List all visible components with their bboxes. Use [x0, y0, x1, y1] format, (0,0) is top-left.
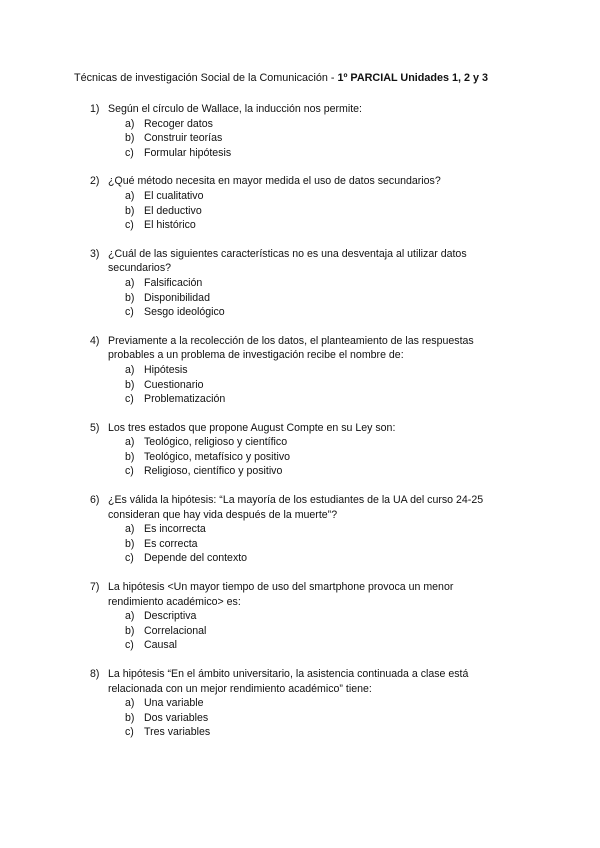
option-text: Problematización	[144, 393, 226, 406]
question-text: ¿Es válida la hipótesis: “La mayoría de los estudiantes de la UA del curso 24-25 consideran que hay vida después de la muerte”?	[108, 494, 484, 521]
option-text: Sesgo ideológico	[144, 306, 225, 319]
answer-option	[0, 609, 600, 624]
answer-options	[0, 276, 600, 320]
answer-option	[0, 363, 600, 378]
option-letter: c)	[125, 393, 134, 406]
answer-option	[0, 276, 600, 291]
answer-option	[0, 378, 600, 393]
option-letter: a)	[125, 523, 135, 536]
option-text: Hipótesis	[144, 363, 188, 376]
option-letter: c)	[125, 465, 134, 478]
option-letter: a)	[125, 276, 135, 289]
option-text: Falsificación	[144, 276, 203, 289]
option-text: Es incorrecta	[144, 523, 206, 536]
answer-option	[0, 146, 600, 161]
option-letter: c)	[125, 306, 134, 319]
answer-option	[0, 696, 600, 711]
answer-option	[0, 522, 600, 537]
question-item	[0, 421, 600, 479]
question-text: Los tres estados que propone August Compte en su Ley son:	[108, 421, 396, 434]
question-text: ¿Qué método necesita en mayor medida el uso de datos secundarios?	[108, 175, 441, 188]
option-text: Recoger datos	[144, 117, 213, 130]
answer-option	[0, 450, 600, 465]
answer-options	[0, 522, 600, 566]
answer-option	[0, 638, 600, 653]
option-letter: c)	[125, 552, 134, 565]
question-number: 2)	[90, 175, 100, 188]
answer-options	[0, 363, 600, 407]
option-letter: a)	[125, 117, 135, 130]
answer-option	[0, 551, 600, 566]
question-text: La hipótesis <Un mayor tiempo de uso del smartphone provoca un menor rendimiento académico> es:	[108, 581, 454, 608]
option-letter: b)	[125, 537, 135, 550]
option-text: Depende del contexto	[144, 552, 248, 565]
answer-option	[0, 131, 600, 146]
question-number: 6)	[90, 494, 100, 507]
answer-option	[0, 189, 600, 204]
option-text: Causal	[144, 639, 177, 652]
answer-option	[0, 464, 600, 479]
option-text: Dos variables	[144, 711, 209, 724]
option-text: Disponibilidad	[144, 291, 210, 304]
option-text: El cualitativo	[144, 189, 204, 202]
question-item	[0, 493, 600, 566]
option-letter: c)	[125, 726, 134, 739]
question-item	[0, 102, 600, 160]
option-text: Religioso, científico y positivo	[144, 465, 283, 478]
question-item	[0, 174, 600, 232]
answer-option	[0, 725, 600, 740]
option-letter: b)	[125, 711, 135, 724]
question-number: 3)	[90, 247, 100, 260]
question-item	[0, 667, 600, 740]
option-letter: b)	[125, 450, 135, 463]
option-text: Teológico, religioso y científico	[144, 436, 288, 449]
option-letter: a)	[125, 189, 135, 202]
option-text: Tres variables	[144, 726, 211, 739]
answer-option	[0, 305, 600, 320]
option-text: El deductivo	[144, 204, 202, 217]
answer-options	[0, 696, 600, 740]
answer-option	[0, 435, 600, 450]
answer-option	[0, 537, 600, 552]
option-text: Formular hipótesis	[144, 146, 232, 159]
answer-option	[0, 218, 600, 233]
question-number: 4)	[90, 334, 100, 347]
question-text: Según el círculo de Wallace, la inducción nos permite:	[108, 103, 362, 115]
question-text: Previamente a la recolección de los datos, el planteamiento de las respuestas probables a un problema de investigación recibe el nombre de:	[108, 334, 474, 362]
option-letter: c)	[125, 146, 134, 159]
answer-option	[0, 392, 600, 407]
option-letter: b)	[125, 204, 135, 217]
option-letter: a)	[125, 697, 135, 710]
answer-option	[0, 204, 600, 219]
answer-options	[0, 189, 600, 233]
question-number: 7)	[90, 581, 100, 594]
option-text: Descriptiva	[144, 610, 197, 623]
answer-option	[0, 117, 600, 132]
option-letter: b)	[125, 132, 135, 145]
option-letter: c)	[125, 219, 134, 232]
question-number: 5)	[90, 421, 100, 434]
answer-options	[0, 435, 600, 479]
option-text: Es correcta	[144, 537, 198, 550]
option-text: Correlacional	[144, 624, 207, 637]
option-text: Construir teorías	[144, 132, 223, 145]
option-letter: b)	[125, 378, 135, 391]
option-letter: a)	[125, 436, 135, 449]
option-text: Una variable	[144, 697, 204, 710]
option-letter: c)	[125, 639, 134, 652]
question-text: La hipótesis “En el ámbito universitario, la asistencia continuada a clase está relacionada con un mejor rendimiento académico” tiene:	[108, 668, 469, 695]
option-text: Teológico, metafísico y positivo	[144, 450, 291, 463]
option-letter: b)	[125, 624, 135, 637]
answer-option	[0, 624, 600, 639]
question-number: 8)	[90, 668, 100, 680]
answer-option	[0, 291, 600, 306]
question-item	[0, 580, 600, 653]
title-course: Técnicas de investigación Social de la Comunicación -	[74, 72, 338, 84]
option-text: El histórico	[144, 219, 196, 232]
question-text: ¿Cuál de las siguientes características no es una desventaja al utilizar datos secundarios?	[108, 247, 467, 275]
answer-options	[0, 609, 600, 653]
question-number: 1)	[90, 103, 100, 115]
answer-option	[0, 711, 600, 726]
question-item	[0, 247, 600, 320]
option-letter: a)	[125, 363, 135, 376]
option-letter: b)	[125, 291, 135, 304]
option-text: Cuestionario	[144, 378, 204, 391]
question-item	[0, 334, 600, 407]
title-exam-label: 1º PARCIAL Unidades 1, 2 y 3	[337, 72, 489, 84]
answer-options	[0, 117, 600, 161]
option-letter: a)	[125, 610, 135, 623]
question-list	[0, 102, 600, 754]
page-title	[74, 71, 544, 86]
